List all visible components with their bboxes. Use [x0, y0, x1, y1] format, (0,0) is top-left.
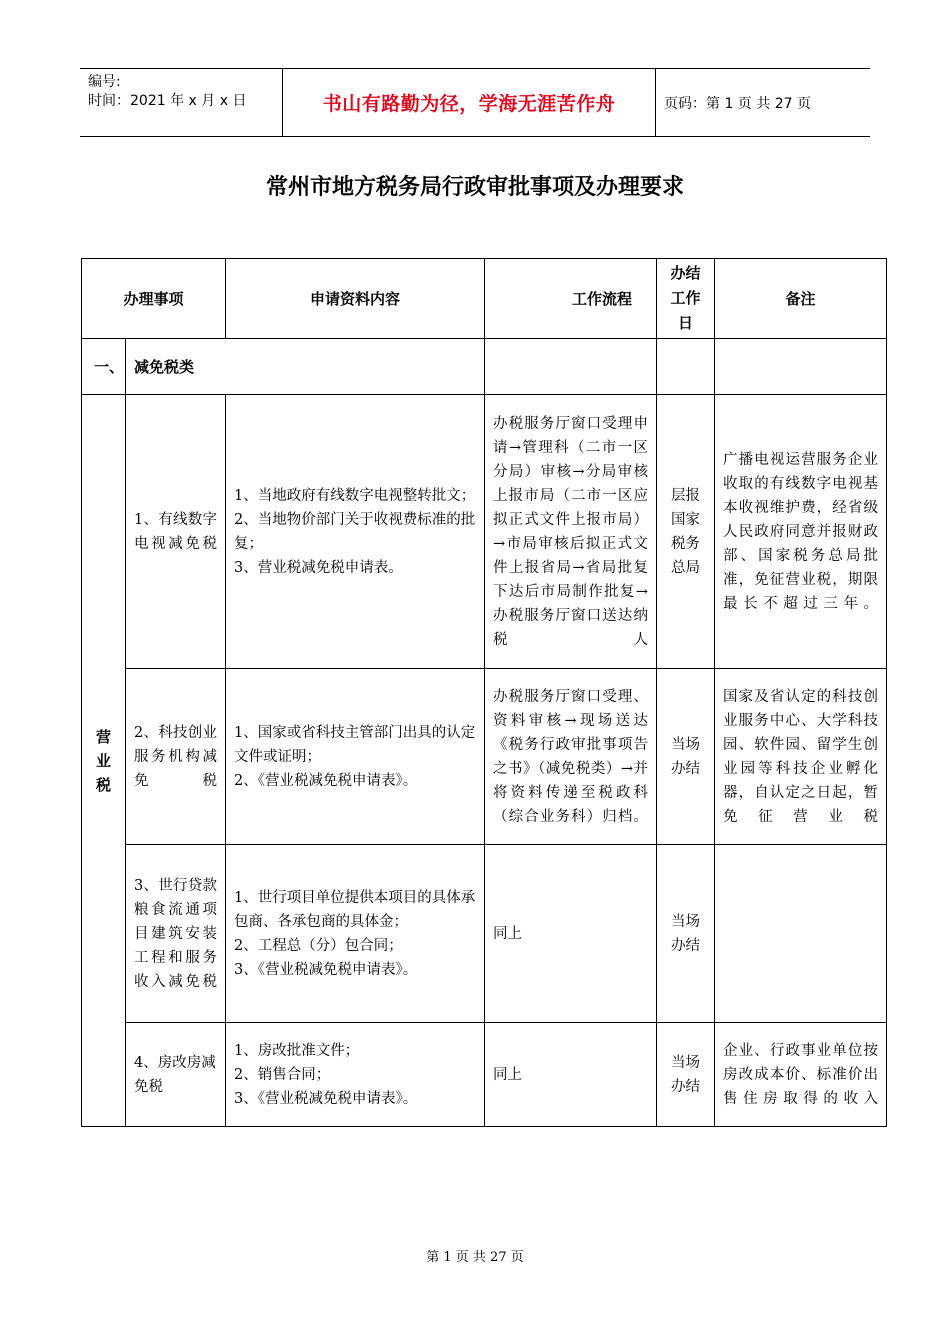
- materials-cell: [226, 1023, 485, 1127]
- notes-cell: 广播电视运营服务企业收取的有线数字电视基本收视维护费，经省级人民政府同意并报财政部、国家税务总局批准，免征营业税，期限最长不超过三年。: [715, 395, 887, 669]
- process-cell: 同上: [485, 845, 657, 1023]
- material-line: 1、当地政府有线数字电视整转批文；: [234, 487, 476, 504]
- header-divider: [655, 69, 656, 136]
- header-cell-notes: 备注: [715, 259, 887, 339]
- category-row: [82, 339, 887, 395]
- material-line: 2、当地物价部门关于收视费标准的批复；: [234, 511, 476, 552]
- header-cell-days: 办结工作日: [657, 259, 715, 339]
- materials-cell: [226, 669, 485, 845]
- item-cell: 2、科技创业服务机构减免税: [126, 669, 226, 845]
- document-number: 编号:: [88, 74, 121, 90]
- material-line: 3、营业税减免税申请表。: [234, 559, 403, 576]
- category-empty-cell: [657, 339, 715, 395]
- days-cell: 当场办结: [657, 1023, 715, 1127]
- process-cell: 办税服务厅窗口受理、资料审核→现场送达《税务行政审批事项告之书》（减免税类）→并将资料传递至税政科（综合业务科）归档。: [485, 669, 657, 845]
- table-header-row: [82, 259, 887, 339]
- item-cell: 1、有线数字电视减免税: [126, 395, 226, 669]
- material-line: 2、《营业税减免税申请表》。: [234, 772, 418, 789]
- process-cell: 同上: [485, 1023, 657, 1127]
- table-row: [82, 845, 887, 1023]
- page-header: [80, 68, 870, 137]
- header-cell-materials: 申请资料内容: [226, 259, 485, 339]
- material-line: 2、工程总（分）包合同；: [234, 937, 403, 954]
- materials-cell: [226, 395, 485, 669]
- document-title: 常州市地方税务局行政审批事项及办理要求: [265, 175, 684, 200]
- material-line: 1、国家或省科技主管部门出具的认定文件或证明；: [234, 724, 476, 765]
- category-empty-cell: [715, 339, 887, 395]
- notes-cell: [715, 845, 887, 1023]
- table-row: [82, 395, 887, 669]
- page-footer: 第 1 页 共 27 页: [426, 1250, 524, 1265]
- header-cell-item: 办理事项: [82, 259, 226, 339]
- category-number: 一、: [82, 339, 126, 395]
- tax-type-cell: 营业税: [82, 395, 126, 1127]
- category-empty-cell: [485, 339, 657, 395]
- material-line: 3、《营业税减免税申请表》。: [234, 1090, 418, 1107]
- item-cell: 4、房改房减免税: [126, 1023, 226, 1127]
- header-meta: [88, 73, 246, 111]
- process-cell: 办税服务厅窗口受理申请→管理科（二市一区分局）审核→分局审核上报市局（二市一区应拟正式文件上报市局）→市局审核后拟正式文件上报省局→省局批复下达后市局制作批复→办税服务厅窗口送达纳税人: [485, 395, 657, 669]
- material-line: 1、房改批准文件；: [234, 1042, 360, 1059]
- approval-items-table: [81, 258, 887, 1127]
- material-line: 1、世行项目单位提供本项目的具体承包商、各承包商的具体金；: [234, 889, 476, 930]
- materials-cell: [226, 845, 485, 1023]
- header-cell-process: 工作流程: [485, 259, 657, 339]
- notes-cell: 国家及省认定的科技创业服务中心、大学科技园、软件园、留学生创业园等科技企业孵化器，自认定之日起，暂免征营业税: [715, 669, 887, 845]
- days-cell: 层报国家税务总局: [657, 395, 715, 669]
- table-row: [82, 669, 887, 845]
- days-cell: 当场办结: [657, 669, 715, 845]
- table-row: [82, 1023, 887, 1127]
- notes-cell: 企业、行政事业单位按房改成本价、标准价出售住房取得的收入: [715, 1023, 887, 1127]
- days-cell: 当场办结: [657, 845, 715, 1023]
- material-line: 3、《营业税减免税申请表》。: [234, 961, 418, 978]
- category-label: 减免税类: [126, 339, 485, 395]
- document-date: 时间：2021 年 x 月 x 日: [88, 93, 247, 109]
- material-line: 2、销售合同；: [234, 1066, 331, 1083]
- header-page-number: 页码：第 1 页 共 27 页: [664, 96, 811, 112]
- item-cell: 3、世行贷款粮食流通项目建筑安装工程和服务收入减免税: [126, 845, 226, 1023]
- header-motto: 书山有路勤为径，学海无涯苦作舟: [322, 93, 616, 115]
